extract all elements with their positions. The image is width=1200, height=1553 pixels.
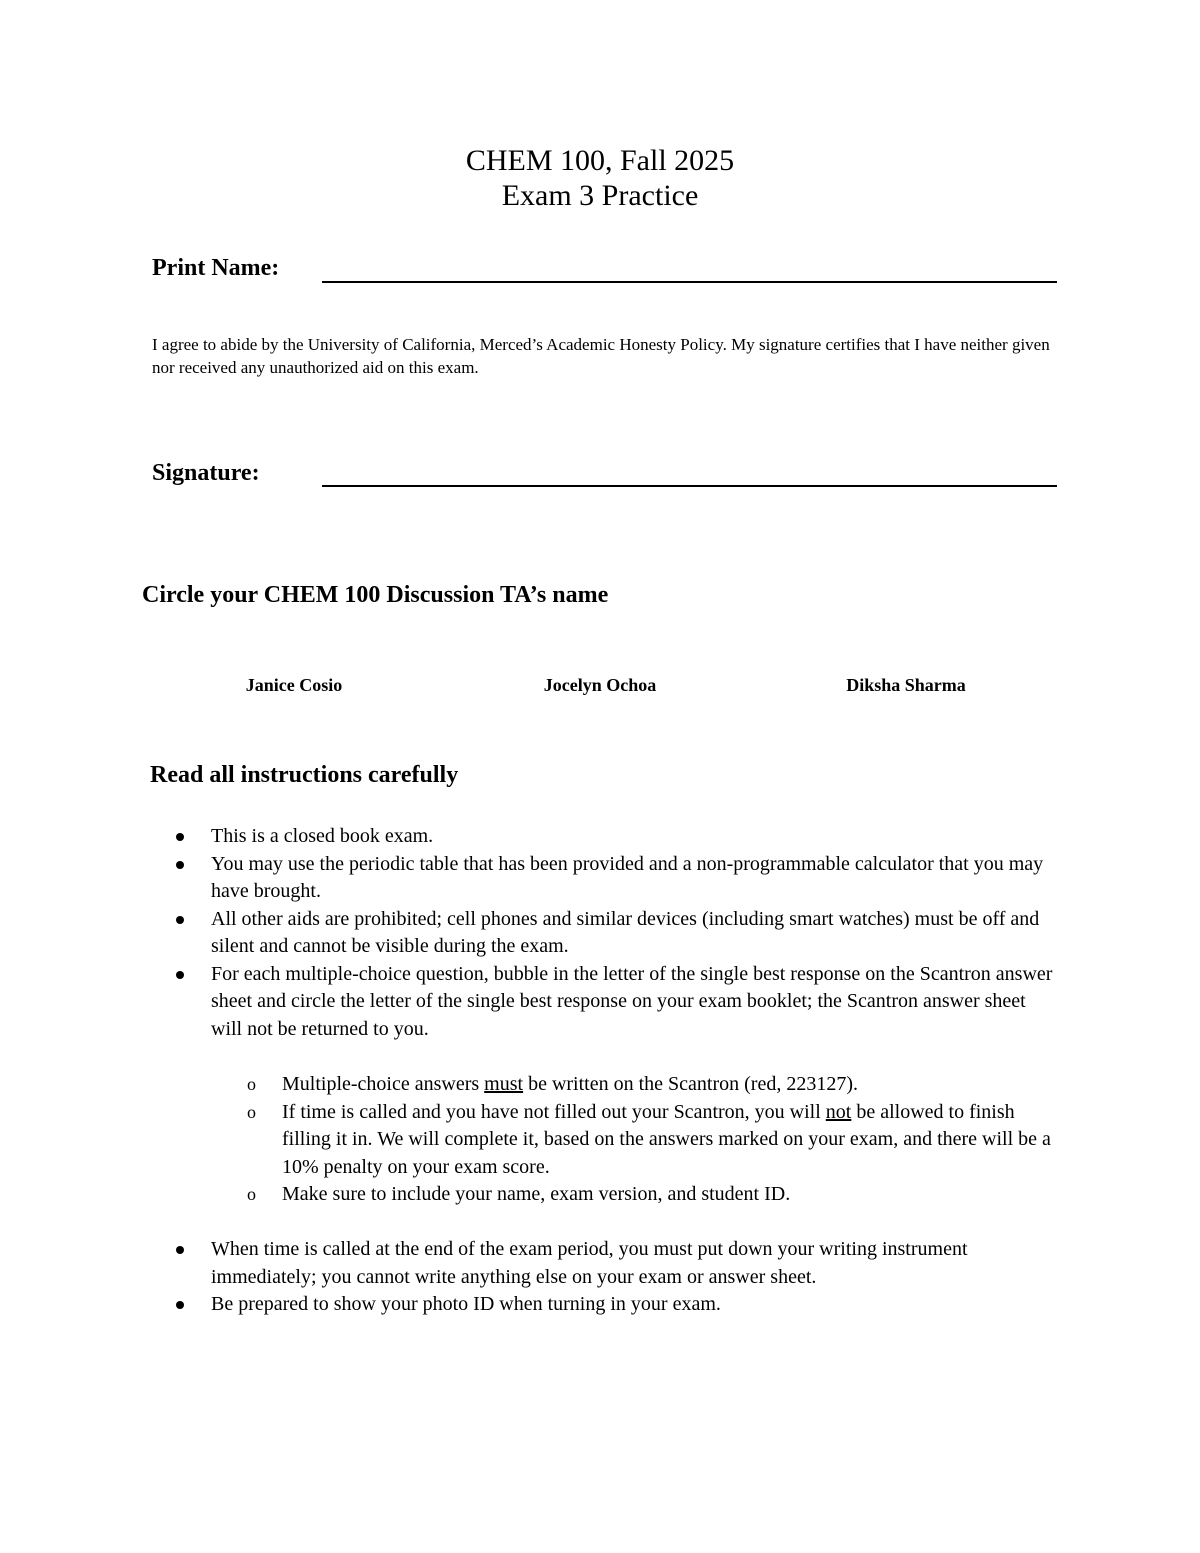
bullet-icon: [176, 1246, 184, 1254]
list-item: This is a closed book exam.: [176, 823, 1056, 851]
circle-bullet-icon: o: [247, 1101, 256, 1122]
sub-list-item: o Make sure to include your name, exam version, and student ID.: [247, 1181, 1057, 1209]
final-instructions-list: [176, 1236, 1056, 1319]
instructions-list: [176, 823, 1056, 1043]
instructions-heading: Read all instructions carefully: [150, 762, 459, 788]
honesty-statement: I agree to abide by the University of California, Merced’s Academic Honesty Policy. My signature certifies that I have neither given nor received any unauthorized aid on this exam.: [152, 335, 1050, 377]
exam-title: Exam 3 Practice: [501, 179, 699, 212]
signature-label: Signature:: [152, 460, 260, 486]
sub-list-item: o Multiple-choice answers must be written on the Scantron (red, 223127).: [247, 1071, 1057, 1099]
bullet-icon: [176, 971, 184, 979]
list-item: Be prepared to show your photo ID when turning in your exam.: [176, 1291, 1056, 1319]
ta-name-jocelyn[interactable]: Jocelyn Ochoa: [543, 675, 657, 695]
ta-name-diksha[interactable]: Diksha Sharma: [846, 675, 966, 695]
bullet-icon: [176, 916, 184, 924]
signature-line[interactable]: [322, 485, 1057, 487]
print-name-line[interactable]: [322, 281, 1057, 283]
bullet-icon: [176, 1301, 184, 1309]
course-title: CHEM 100, Fall 2025: [465, 144, 735, 177]
ta-heading: Circle your CHEM 100 Discussion TA’s name: [142, 582, 609, 608]
bullet-icon: [176, 861, 184, 869]
sub-list-item: o If time is called and you have not filled out your Scantron, you will not be allowed to finish filling it in. We will complete it, based on the answers marked on your exam, and there will be a 10% penalty on your exam score.: [247, 1100, 1051, 1178]
list-item: You may use the periodic table that has been provided and a non-programmable calculator that you may have brought.: [176, 851, 1056, 906]
list-item: All other aids are prohibited; cell phones and similar devices (including smart watches) must be off and silent and cannot be visible during the exam.: [176, 906, 1056, 961]
scantron-sublist: [247, 1071, 1057, 1209]
print-name-label: Print Name:: [152, 255, 280, 281]
circle-bullet-icon: o: [247, 1074, 256, 1094]
list-item: For each multiple-choice question, bubble in the letter of the single best response on the Scantron answer sheet and circle the letter of the single best response on your exam booklet; the Scantron answer sheet will not be returned to you.: [176, 961, 1056, 1044]
ta-name-janice[interactable]: Janice Cosio: [245, 675, 343, 695]
circle-bullet-icon: o: [247, 1184, 256, 1204]
list-item: When time is called at the end of the exam period, you must put down your writing instrument immediately; you cannot write anything else on your exam or answer sheet.: [176, 1236, 1056, 1291]
bullet-icon: [176, 833, 184, 841]
